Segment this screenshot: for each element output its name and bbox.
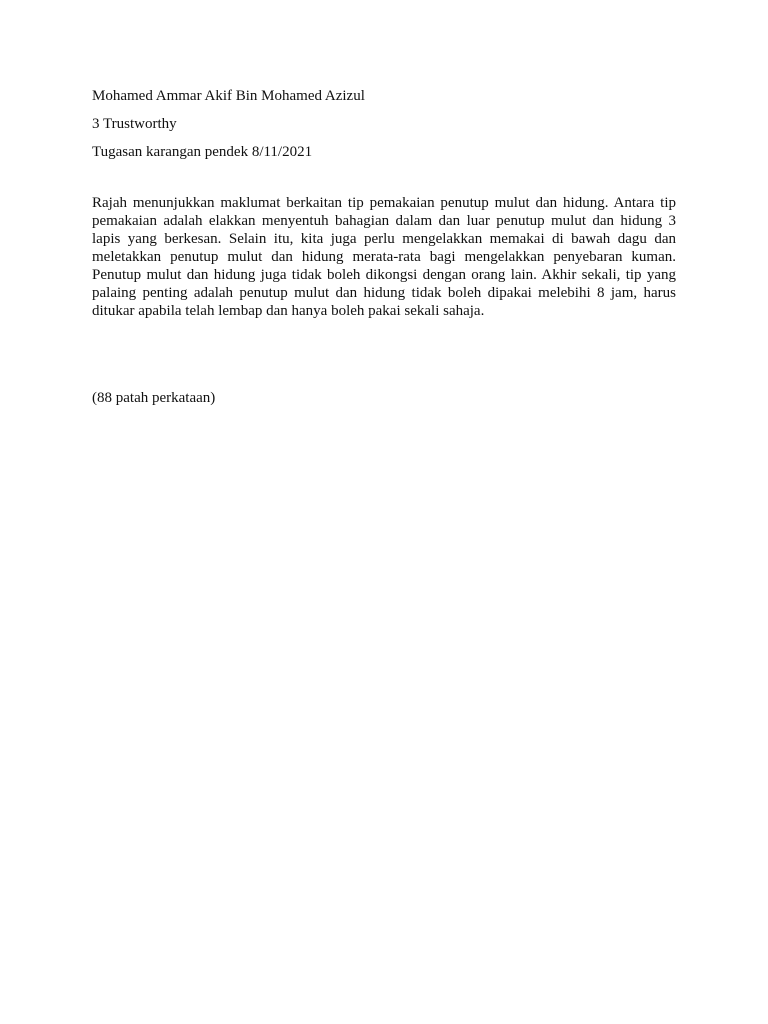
student-name: Mohamed Ammar Akif Bin Mohamed Azizul bbox=[92, 88, 365, 104]
essay-paragraph: Rajah menunjukkan maklumat berkaitan tip pemakaian penutup mulut dan hidung. Antara tip pemakaian adalah elakkan menyentuh bahagian dalam dan luar penutup mulut dan hidung 3 lapis yang berkesan. Selain itu, kita juga perlu mengelakkan memakai di bawah dagu dan meletakkan penutup mulut dan hidung merata-rata bagi mengelakkan penyebaran kuman. Penutup mulut dan hidung juga tidak boleh dikongsi dengan orang lain. Akhir sekali, tip yang palaing penting adalah penutup mulut dan hidung tidak boleh dipakai melebihi 8 jam, harus ditukar apabila telah lembap dan hanya boleh pakai sekali sahaja. bbox=[92, 195, 676, 319]
task-title: Tugasan karangan pendek 8/11/2021 bbox=[92, 144, 313, 160]
word-count: (88 patah perkataan) bbox=[92, 390, 216, 406]
student-class: 3 Trustworthy bbox=[92, 116, 177, 132]
